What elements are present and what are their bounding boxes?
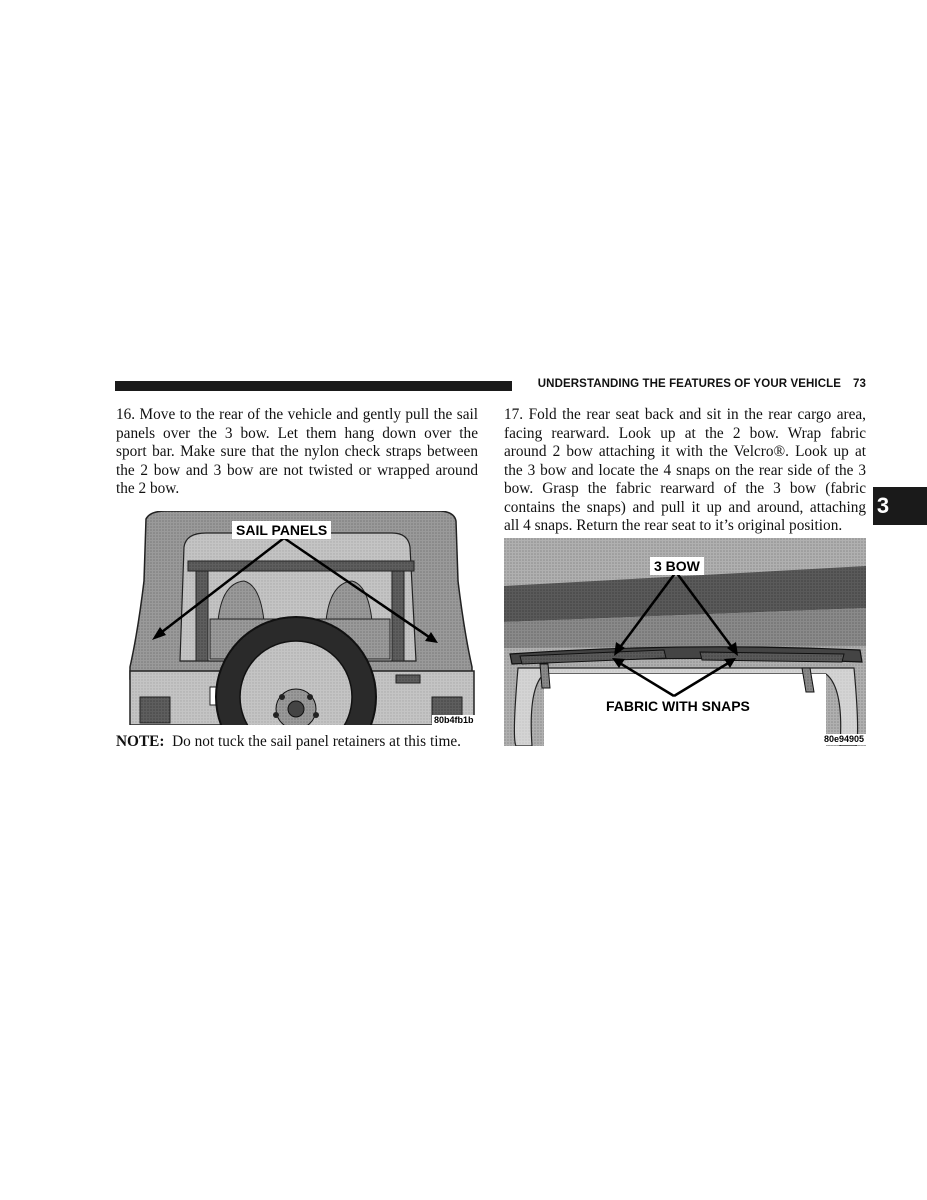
paragraph-line: contains the snaps) and pull it up and around, attaching	[504, 498, 866, 516]
paragraph-line: bow. Grasp the fabric rearward of the 3 bow (fabric	[504, 480, 866, 497]
note-label: NOTE:	[116, 733, 165, 750]
step-16-paragraph	[116, 406, 478, 499]
paragraph-line: panels over the 3 bow. Let them hang down over the	[116, 424, 478, 442]
paragraph-line: 17. Fold the rear seat back and sit in the rear cargo area,	[504, 406, 866, 423]
figure-code: 80b4fb1b	[434, 715, 474, 725]
paragraph-line: 16. Move to the rear of the vehicle and gently pull the sail	[116, 406, 478, 423]
paragraph-line: the 3 bow and locate the 4 snaps on the rear side of the 3	[504, 461, 866, 479]
section-title: UNDERSTANDING THE FEATURES OF YOUR VEHICLE	[537, 378, 841, 390]
paragraph-line: the 2 bow.	[116, 480, 180, 497]
jeep-rear-drawing	[126, 511, 478, 725]
sail-panels-callout: SAIL PANELS	[232, 521, 331, 539]
three-bow-illustration	[504, 538, 866, 746]
sail-panels-illustration	[126, 511, 478, 725]
chapter-tab: 3	[873, 487, 927, 525]
header-rule	[115, 381, 512, 391]
step-17-paragraph	[504, 406, 866, 536]
running-header	[520, 378, 866, 390]
paragraph-line: all 4 snaps. Return the rear seat to it’s original position.	[504, 517, 843, 534]
three-bow-callout: 3 BOW	[650, 557, 704, 575]
figure-code: 80e94905	[824, 734, 865, 744]
note	[116, 733, 478, 752]
paragraph-line: around 2 bow attaching it with the Velcro®. Look up at	[504, 443, 866, 460]
paragraph-line: sport bar. Make sure that the nylon check straps between	[116, 443, 478, 460]
page-number: 73	[853, 378, 866, 390]
note-text: Do not tuck the sail panel retainers at this time.	[172, 733, 461, 750]
fabric-with-snaps-callout: FABRIC WITH SNAPS	[606, 698, 750, 714]
paragraph-line: facing rearward. Look up at the 2 bow. Wrap fabric	[504, 424, 866, 442]
paragraph-line: the 2 bow and 3 bow are not twisted or wrapped around	[116, 461, 478, 479]
